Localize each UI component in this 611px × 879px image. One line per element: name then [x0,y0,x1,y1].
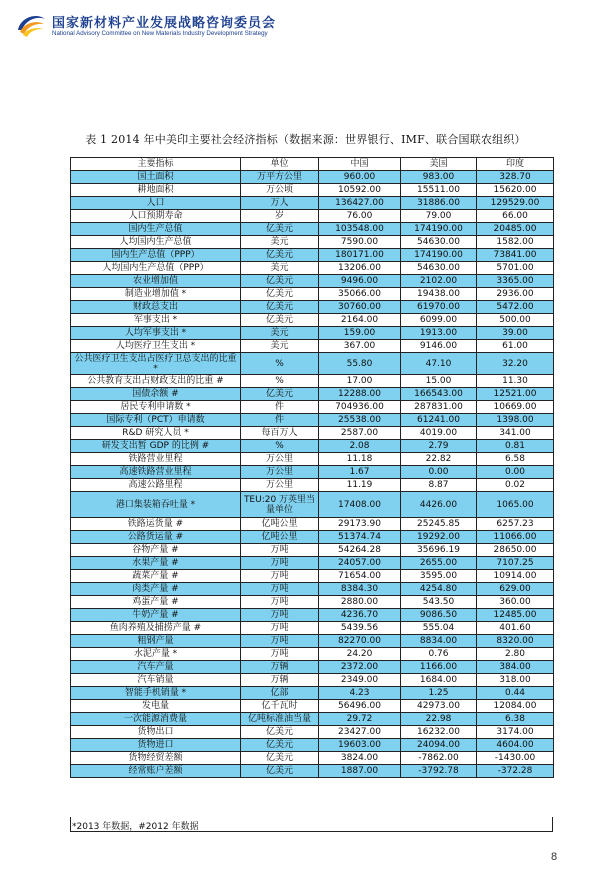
cell-china: 55.80 [319,353,401,375]
cell-china: 1.67 [319,466,401,479]
cell-indicator: R&D 研究人员 * [71,427,241,440]
col-header-india: 印度 [477,158,554,171]
cell-india: 8320.00 [477,635,554,648]
cell-indicator: 水果产量 # [71,557,241,570]
cell-unit: 亿美元 [241,314,319,327]
cell-china: 76.00 [319,210,401,223]
cell-india: 10914.00 [477,570,554,583]
table-row [71,249,554,262]
page-number: 8 [551,851,558,863]
cell-indicator: 国土面积 [71,171,241,184]
cell-unit: 美元 [241,327,319,340]
cell-india: 6.38 [477,713,554,726]
cell-unit: 亿千瓦时 [241,700,319,713]
table-row [71,375,554,388]
cell-indicator: 汽车销量 [71,674,241,687]
cell-china: 704936.00 [319,401,401,414]
cell-indicator: 粗钢产量 [71,635,241,648]
table-row [71,635,554,648]
cell-unit: 万辆 [241,674,319,687]
cell-usa: -3792.78 [401,765,477,778]
table-row [71,713,554,726]
cell-usa: 47.10 [401,353,477,375]
table-row [71,622,554,635]
cell-india: 3365.00 [477,275,554,288]
cell-indicator: 发电量 [71,700,241,713]
cell-indicator: 国债余额 # [71,388,241,401]
table-row [71,184,554,197]
cell-china: 24.20 [319,648,401,661]
cell-china: 24057.00 [319,557,401,570]
cell-indicator: 人均军事支出 * [71,327,241,340]
cell-unit: 每百万人 [241,427,319,440]
cell-india: 2.80 [477,648,554,661]
table-row [71,197,554,210]
cell-china: 4236.70 [319,609,401,622]
cell-india: 0.00 [477,466,554,479]
table-row [71,661,554,674]
cell-usa: 4019.00 [401,427,477,440]
cell-indicator: 人均国内生产总值 [71,236,241,249]
cell-india: 129529.00 [477,197,554,210]
cell-china: 8384.30 [319,583,401,596]
table-row [71,440,554,453]
cell-china: 367.00 [319,340,401,353]
cell-indicator: 铁路运货量 # [71,518,241,531]
cell-indicator: 货物进口 [71,739,241,752]
cell-india: 6257.23 [477,518,554,531]
cell-unit: % [241,440,319,453]
cell-china: 3824.00 [319,752,401,765]
cell-unit: 美元 [241,262,319,275]
cell-india: 15620.00 [477,184,554,197]
cell-unit: 万公里 [241,466,319,479]
cell-usa: 9086.50 [401,609,477,622]
cell-china: 180171.00 [319,249,401,262]
cell-usa: 61241.00 [401,414,477,427]
cell-unit: 亿美元 [241,388,319,401]
table-row [71,301,554,314]
cell-china: 11.18 [319,453,401,466]
cell-china: 82270.00 [319,635,401,648]
cell-china: 159.00 [319,327,401,340]
cell-indicator: 国内生产总值（PPP） [71,249,241,262]
cell-usa: 22.82 [401,453,477,466]
cell-unit: 亿美元 [241,275,319,288]
table-row [71,583,554,596]
cell-indicator: 公路货运量 # [71,531,241,544]
cell-india: 341.00 [477,427,554,440]
cell-china: 103548.00 [319,223,401,236]
cell-usa: 174190.00 [401,249,477,262]
cell-india: -372.28 [477,765,554,778]
cell-unit: 万吨 [241,609,319,622]
cell-indicator: 鱼肉养殖及捕捞产量 # [71,622,241,635]
cell-china: 29173.90 [319,518,401,531]
cell-usa: 9146.00 [401,340,477,353]
cell-usa: 15.00 [401,375,477,388]
cell-indicator: 高速铁路营业里程 [71,466,241,479]
cell-unit: 亿美元 [241,726,319,739]
cell-usa: 555.04 [401,622,477,635]
cell-indicator: 货物出口 [71,726,241,739]
cell-usa: 31886.00 [401,197,477,210]
cell-usa: 2655.00 [401,557,477,570]
cell-indicator: 公共医疗卫生支出占医疗卫总支出的比重 * [71,353,241,375]
table-row [71,648,554,661]
cell-indicator: 一次能源消费量 [71,713,241,726]
cell-unit: 万公顷 [241,184,319,197]
col-header-indicator: 主要指标 [71,158,241,171]
cell-china: 2164.00 [319,314,401,327]
cell-india: 32.20 [477,353,554,375]
cell-usa: 15511.00 [401,184,477,197]
cell-unit: 万吨 [241,596,319,609]
table-row [71,171,554,184]
cell-unit: 亿美元 [241,249,319,262]
cell-china: 19603.00 [319,739,401,752]
cell-china: 56496.00 [319,700,401,713]
cell-india: 6.58 [477,453,554,466]
cell-indicator: 铁路营业里程 [71,453,241,466]
table-row [71,262,554,275]
table-row [71,674,554,687]
table-row [71,726,554,739]
cell-china: 30760.00 [319,301,401,314]
indicators-table [70,157,554,778]
cell-indicator: 农业增加值 [71,275,241,288]
table-row [71,453,554,466]
cell-unit: 万公里 [241,453,319,466]
cell-india: 401.60 [477,622,554,635]
cell-india: 20485.00 [477,223,554,236]
cell-china: 71654.00 [319,570,401,583]
cell-china: 2587.00 [319,427,401,440]
cell-china: 960.00 [319,171,401,184]
cell-india: 11066.00 [477,531,554,544]
cell-indicator: 财政总支出 [71,301,241,314]
cell-usa: 25245.85 [401,518,477,531]
cell-unit: 万公里 [241,479,319,492]
cell-indicator: 人口 [71,197,241,210]
cell-china: 1887.00 [319,765,401,778]
table-row [71,570,554,583]
table-row [71,327,554,340]
table-row [71,236,554,249]
cell-india: 318.00 [477,674,554,687]
table-row [71,544,554,557]
cell-india: 1065.00 [477,492,554,518]
cell-china: 2349.00 [319,674,401,687]
cell-usa: 79.00 [401,210,477,223]
cell-india: 10669.00 [477,401,554,414]
cell-china: 2.08 [319,440,401,453]
table-row [71,739,554,752]
org-name-cn: 国家新材料产业发展战略咨询委员会 [52,16,277,31]
cell-usa: 24094.00 [401,739,477,752]
cell-indicator: 经常账户差额 [71,765,241,778]
cell-indicator: 制造业增加值 * [71,288,241,301]
table-row [71,700,554,713]
cell-indicator: 国内生产总值 [71,223,241,236]
table-row [71,427,554,440]
cell-indicator: 智能手机销量 * [71,687,241,700]
col-header-unit: 单位 [241,158,319,171]
cell-indicator: 人均国内生产总值（PPP） [71,262,241,275]
cell-usa: 19292.00 [401,531,477,544]
table-row [71,223,554,236]
table-header-row [71,158,554,171]
table-row [71,518,554,531]
table-caption: 表 1 2014 年中美印主要社会经济指标（数据来源：世界银行、IMF、联合国联农组织） [85,133,526,146]
cell-usa: 8.87 [401,479,477,492]
cell-unit: 万平方公里 [241,171,319,184]
cell-unit: 万辆 [241,661,319,674]
cell-unit: 岁 [241,210,319,223]
cell-unit: 亿美元 [241,765,319,778]
cell-indicator: 货物经贸差额 [71,752,241,765]
table-row [71,609,554,622]
cell-indicator: 牛奶产量 # [71,609,241,622]
cell-india: 5472.00 [477,301,554,314]
cell-indicator: 港口集装箱吞吐量 * [71,492,241,518]
cell-india: 360.00 [477,596,554,609]
cell-unit: 万吨 [241,557,319,570]
cell-usa: 4426.00 [401,492,477,518]
org-name-en: National Advisory Committee on New Materials Industry Development Strategy [52,30,268,37]
footnote: *2013 年数据，#2012 年数据 [72,822,199,832]
cell-unit: 万吨 [241,570,319,583]
committee-logo-icon [14,10,48,40]
cell-unit: % [241,375,319,388]
cell-indicator: 肉类产量 # [71,583,241,596]
cell-india: 1582.00 [477,236,554,249]
cell-indicator: 人口预期寿命 [71,210,241,223]
table-row [71,314,554,327]
table-row [71,596,554,609]
cell-unit: 万吨 [241,635,319,648]
cell-unit: 亿吨公里 [241,531,319,544]
cell-indicator: 国际专利（PCT）申请数 [71,414,241,427]
table-row [71,492,554,518]
cell-china: 13206.00 [319,262,401,275]
cell-usa: 1913.00 [401,327,477,340]
cell-usa: 6099.00 [401,314,477,327]
cell-india: 3174.00 [477,726,554,739]
cell-usa: 983.00 [401,171,477,184]
cell-usa: 287831.00 [401,401,477,414]
cell-india: 61.00 [477,340,554,353]
page-header [14,8,314,42]
cell-india: 500.00 [477,314,554,327]
cell-india: 0.81 [477,440,554,453]
cell-usa: 3595.00 [401,570,477,583]
table-row [71,414,554,427]
cell-indicator: 蔬菜产量 # [71,570,241,583]
cell-unit: 件 [241,414,319,427]
cell-usa: 0.00 [401,466,477,479]
cell-china: 29.72 [319,713,401,726]
cell-china: 4.23 [319,687,401,700]
cell-indicator: 公共教育支出占财政支出的比重 # [71,375,241,388]
cell-india: 11.30 [477,375,554,388]
cell-usa: 2102.00 [401,275,477,288]
cell-china: 54264.28 [319,544,401,557]
cell-china: 10592.00 [319,184,401,197]
cell-usa: 4254.80 [401,583,477,596]
cell-indicator: 耕地面积 [71,184,241,197]
cell-india: 7107.25 [477,557,554,570]
cell-india: 2936.00 [477,288,554,301]
cell-unit: 万吨 [241,622,319,635]
cell-usa: 42973.00 [401,700,477,713]
table-row [71,288,554,301]
cell-usa: -7862.00 [401,752,477,765]
cell-usa: 61970.00 [401,301,477,314]
cell-usa: 19438.00 [401,288,477,301]
table-row [71,466,554,479]
cell-india: -1430.00 [477,752,554,765]
cell-unit: 亿美元 [241,739,319,752]
cell-unit: 美元 [241,236,319,249]
cell-unit: 亿吨公里 [241,518,319,531]
cell-china: 9496.00 [319,275,401,288]
cell-unit: 亿吨标准油当量 [241,713,319,726]
cell-unit: 亿部 [241,687,319,700]
cell-india: 12521.00 [477,388,554,401]
cell-india: 66.00 [477,210,554,223]
cell-usa: 54630.00 [401,262,477,275]
cell-unit: 件 [241,401,319,414]
cell-indicator: 水泥产量 * [71,648,241,661]
table-row [71,353,554,375]
table-row [71,765,554,778]
table-row [71,210,554,223]
cell-india: 0.44 [477,687,554,700]
cell-china: 2880.00 [319,596,401,609]
table-row [71,340,554,353]
table-row [71,388,554,401]
cell-india: 5701.00 [477,262,554,275]
cell-usa: 166543.00 [401,388,477,401]
table-row [71,479,554,492]
cell-china: 7590.00 [319,236,401,249]
cell-usa: 8834.00 [401,635,477,648]
cell-usa: 16232.00 [401,726,477,739]
cell-china: 35066.00 [319,288,401,301]
cell-unit: 美元 [241,340,319,353]
cell-india: 1398.00 [477,414,554,427]
table-row [71,401,554,414]
cell-indicator: 居民专利申请数 * [71,401,241,414]
cell-unit: 亿美元 [241,301,319,314]
cell-china: 136427.00 [319,197,401,210]
cell-usa: 54630.00 [401,236,477,249]
cell-indicator: 谷物产量 # [71,544,241,557]
cell-china: 2372.00 [319,661,401,674]
cell-usa: 0.76 [401,648,477,661]
cell-india: 12485.00 [477,609,554,622]
cell-india: 28650.00 [477,544,554,557]
cell-unit: 万人 [241,197,319,210]
cell-unit: % [241,353,319,375]
cell-china: 17.00 [319,375,401,388]
cell-china: 12288.00 [319,388,401,401]
cell-unit: 亿美元 [241,288,319,301]
table-body [71,171,554,778]
cell-usa: 174190.00 [401,223,477,236]
cell-india: 384.00 [477,661,554,674]
table-row [71,557,554,570]
cell-china: 51374.74 [319,531,401,544]
table-row [71,275,554,288]
cell-unit: 万吨 [241,544,319,557]
cell-china: 23427.00 [319,726,401,739]
table-row [71,687,554,700]
cell-indicator: 汽车产量 [71,661,241,674]
cell-usa: 35696.19 [401,544,477,557]
cell-unit: 万吨 [241,648,319,661]
cell-unit: 万吨 [241,583,319,596]
cell-india: 4604.00 [477,739,554,752]
col-header-china: 中国 [319,158,401,171]
cell-usa: 1.25 [401,687,477,700]
cell-unit: 亿美元 [241,752,319,765]
table-row [71,752,554,765]
cell-india: 39.00 [477,327,554,340]
cell-indicator: 鸡蛋产量 # [71,596,241,609]
cell-china: 11.19 [319,479,401,492]
cell-india: 629.00 [477,583,554,596]
cell-usa: 543.50 [401,596,477,609]
cell-usa: 1166.00 [401,661,477,674]
cell-china: 17408.00 [319,492,401,518]
cell-indicator: 研发支出暂 GDP 的比例 # [71,440,241,453]
cell-indicator: 高速公路里程 [71,479,241,492]
cell-unit: TEU:20 万英里当量单位 [241,492,319,518]
cell-indicator: 军事支出 * [71,314,241,327]
cell-unit: 亿美元 [241,223,319,236]
cell-usa: 1684.00 [401,674,477,687]
cell-china: 25538.00 [319,414,401,427]
cell-usa: 2.79 [401,440,477,453]
cell-china: 5439.56 [319,622,401,635]
cell-india: 73841.00 [477,249,554,262]
cell-indicator: 人均医疗卫生支出 * [71,340,241,353]
cell-india: 0.02 [477,479,554,492]
table-row [71,531,554,544]
col-header-usa: 美国 [401,158,477,171]
cell-usa: 22.98 [401,713,477,726]
cell-india: 328.70 [477,171,554,184]
cell-india: 12084.00 [477,700,554,713]
